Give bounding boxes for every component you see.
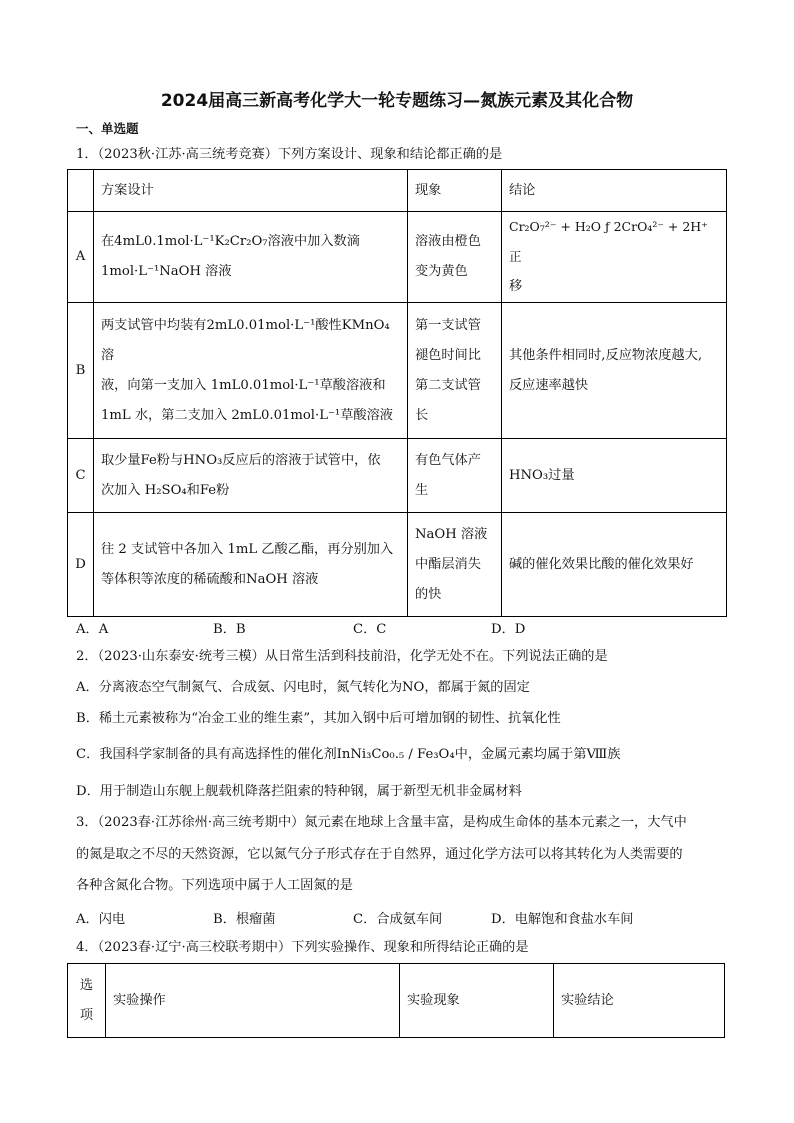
q1-table	[67, 169, 727, 617]
q2-stem: 2．（2023·山东泰安·统考三模）从日常生活到科技前沿，化学无处不在。下列说法正确的是	[76, 649, 608, 664]
table-header-phenomenon: 现象	[408, 170, 502, 212]
option-b[interactable]: B．根瘤菌	[213, 912, 276, 927]
q2-choice-a[interactable]: A．分离液态空气制氮气、合成氨、闪电时，氮气转化为NO，都属于氮的固定	[76, 680, 530, 695]
option-c[interactable]: C．C	[353, 622, 387, 637]
option-a[interactable]: A．A	[76, 622, 109, 637]
table-row	[68, 303, 727, 439]
table-row	[68, 439, 727, 513]
phenomenon-cell: 有色气体产 生	[408, 439, 502, 513]
row-label: A	[68, 212, 94, 303]
table-row	[68, 513, 727, 617]
option-c[interactable]: C．合成氨车间	[353, 912, 443, 927]
q3-stem-line-1: 3．（2023春·江苏徐州·高三统考期中）氮元素在地球上含量丰富，是构成生命体的基本元素之一，大气中	[76, 815, 687, 830]
option-b[interactable]: B．B	[213, 622, 246, 637]
design-cell: 往 2 支试管中各加入 1mL 乙酸乙酯，再分别加入 等体积等浓度的稀硫酸和NaOH 溶液	[94, 513, 408, 617]
row-label: D	[68, 513, 94, 617]
conclusion-cell: HNO₃过量	[502, 439, 727, 513]
q2-choice-d[interactable]: D．用于制造山东舰上舰载机降落拦阻索的特种钢，属于新型无机非金属材料	[76, 784, 522, 799]
q3-stem-line-2: 的氮是取之不尽的天然资源，它以氮气分子形式存在于自然界，通过化学方法可以将其转化为人类需要的	[76, 847, 683, 862]
table-header-design: 方案设计	[94, 170, 408, 212]
phenomenon-cell: NaOH 溶液 中酯层消失 的快	[408, 513, 502, 617]
phenomenon-cell: 溶液由橙色 变为黄色	[408, 212, 502, 303]
table-header-operation: 实验操作	[106, 964, 400, 1038]
q3-stem-line-3: 各种含氮化合物。下列选项中属于人工固氮的是	[76, 878, 353, 893]
conclusion-cell: 碱的催化效果比酸的催化效果好	[502, 513, 727, 617]
table-header-conclusion: 实验结论	[554, 964, 725, 1038]
design-cell: 两支试管中均装有2mL0.01mol·L⁻¹酸性KMnO₄溶 液，向第一支加入 1mL0.01mol·L⁻¹草酸溶液和 1mL 水，第二支加入 2mL0.01mol·L⁻¹草酸溶液	[94, 303, 408, 439]
q1-stem: 1．（2023秋·江苏·高三统考竞赛）下列方案设计、现象和结论都正确的是	[76, 147, 503, 162]
q4-table	[67, 963, 725, 1038]
option-d[interactable]: D．电解饱和食盐水车间	[491, 912, 634, 927]
conclusion-cell: Cr₂O₇²⁻ + H₂O ƒ 2CrO₄²⁻ + 2H⁺正 移	[502, 212, 727, 303]
q2-choice-b[interactable]: B．稀土元素被称为“冶金工业的维生素”，其加入钢中后可增加钢的韧性、抗氧化性	[76, 711, 561, 726]
page-title: 2024届高三新高考化学大一轮专题练习—氮族元素及其化合物	[160, 91, 634, 111]
table-row	[68, 212, 727, 303]
row-label: C	[68, 439, 94, 513]
q2-choice-c[interactable]: C．我国科学家制备的具有高选择性的催化剂InNi₃Co₀.₅ / Fe₃O₄中，金属元素均属于第Ⅷ族	[76, 747, 621, 762]
q4-stem: 4．（2023春·辽宁·高三校联考期中）下列实验操作、现象和所得结论正确的是	[76, 940, 529, 955]
section-heading: 一、单选题	[76, 121, 139, 136]
option-a[interactable]: A．闪电	[76, 912, 126, 927]
table-header-option: 选 项	[68, 964, 106, 1038]
design-cell: 在4mL0.1mol·L⁻¹K₂Cr₂O₇溶液中加入数滴 1mol·L⁻¹NaOH 溶液	[94, 212, 408, 303]
row-label: B	[68, 303, 94, 439]
table-header-phenomenon: 实验现象	[400, 964, 554, 1038]
option-d[interactable]: D．D	[491, 622, 526, 637]
table-header-conclusion: 结论	[502, 170, 727, 212]
table-header-empty	[68, 170, 94, 212]
design-cell: 取少量Fe粉与HNO₃反应后的溶液于试管中，依 次加入 H₂SO₄和Fe粉	[94, 439, 408, 513]
conclusion-cell: 其他条件相同时,反应物浓度越大, 反应速率越快	[502, 303, 727, 439]
phenomenon-cell: 第一支试管 褪色时间比 第二支试管 长	[408, 303, 502, 439]
